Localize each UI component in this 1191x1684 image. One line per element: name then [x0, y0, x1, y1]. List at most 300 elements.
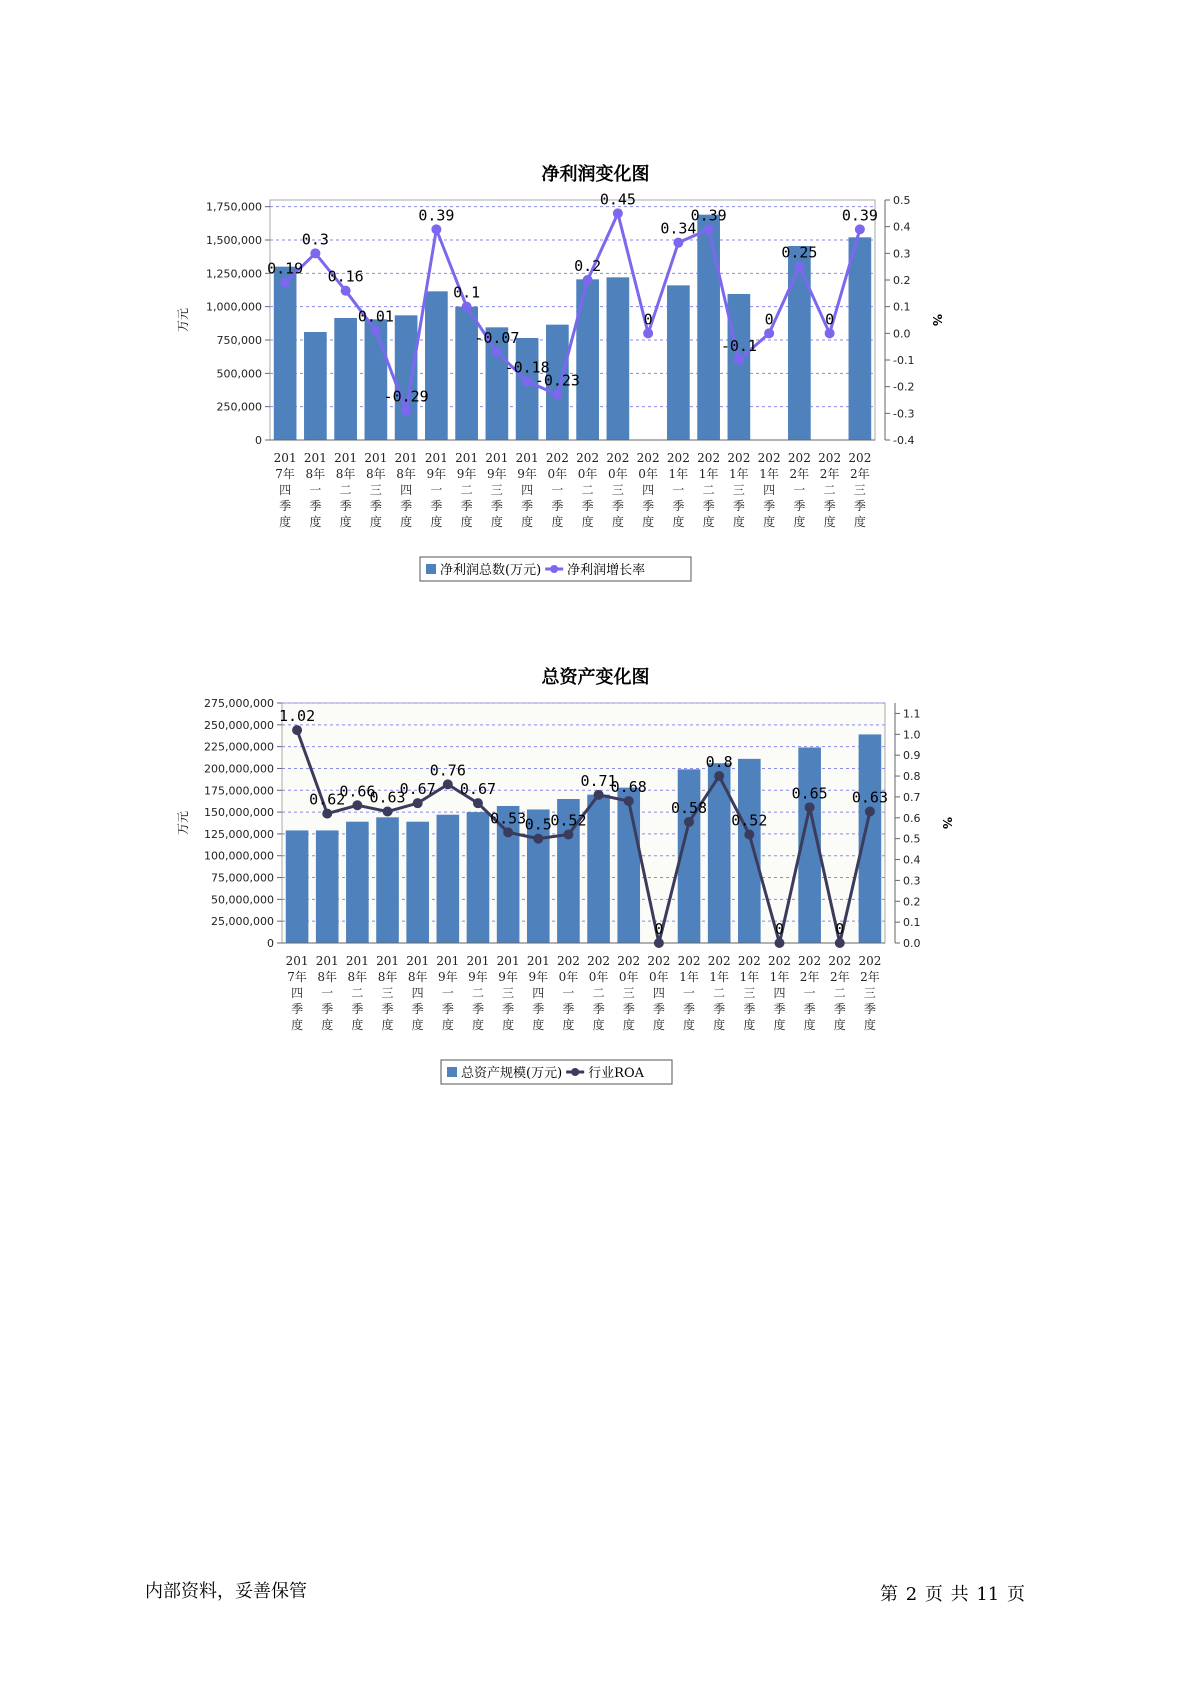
- legend: [441, 1060, 672, 1084]
- x-tick-label-line: 202: [556, 954, 580, 968]
- x-tick-label-line: 9年: [517, 467, 537, 481]
- line-point: [734, 355, 744, 365]
- y2-tick-label: 0.0: [893, 327, 911, 341]
- x-tick-label-line: 季: [441, 1002, 454, 1016]
- y2-tick-label: 0.5: [893, 194, 911, 207]
- x-tick-label-line: 季: [743, 1002, 756, 1016]
- bar: [455, 307, 478, 440]
- x-tick-label-line: 季: [309, 499, 322, 513]
- line-point: [310, 248, 320, 258]
- x-tick-label-line: 度: [460, 515, 473, 529]
- y-tick-label: 1,250,000: [206, 267, 262, 281]
- x-tick-label-line: 9年: [487, 467, 507, 481]
- x-tick-label-line: 2年: [829, 970, 850, 984]
- line-point: [352, 800, 362, 810]
- data-label: 0: [643, 310, 653, 329]
- y-axis-title: 万元: [176, 307, 190, 333]
- x-tick-label-line: 0年: [638, 467, 658, 481]
- x-tick-label-line: 202: [666, 451, 690, 465]
- x-tick-label-line: 三: [743, 986, 756, 1000]
- x-tick-label-line: 202: [707, 954, 731, 968]
- x-tick-label-line: 201: [334, 451, 358, 465]
- x-tick-label-line: 季: [411, 1002, 424, 1016]
- x-tick-label-line: 0年: [558, 970, 579, 984]
- y-axis-title: 万元: [176, 810, 190, 836]
- x-tick-label-line: 2年: [799, 970, 820, 984]
- data-label: -0.1: [720, 337, 757, 355]
- line-point: [624, 796, 634, 806]
- x-tick-label-line: 度: [532, 1018, 545, 1032]
- line-point: [794, 262, 804, 272]
- data-label: 0.67: [459, 780, 497, 799]
- x-tick-label-line: 四: [291, 986, 304, 1000]
- y2-tick-label: 0.3: [903, 874, 921, 888]
- y-tick-label: 150,000,000: [204, 806, 274, 820]
- y2-tick-label: -0.1: [893, 354, 915, 367]
- x-tick-label: [425, 451, 448, 529]
- x-tick-label-line: 度: [471, 1018, 484, 1032]
- x-tick-label-line: 202: [647, 954, 671, 968]
- x-tick-label-line: 2年: [789, 467, 810, 481]
- x-tick-label-line: 二: [339, 483, 352, 497]
- data-label: 0.34: [660, 219, 697, 238]
- line-point: [714, 771, 724, 781]
- x-tick-label-line: 202: [787, 451, 811, 465]
- x-tick-label-line: 四: [773, 986, 786, 1000]
- x-tick-label-line: 季: [400, 499, 413, 513]
- x-tick-label-line: 度: [743, 1018, 756, 1032]
- y-tick-label: 1,000,000: [206, 300, 262, 314]
- x-tick-label-line: 度: [642, 515, 655, 529]
- x-tick-label-line: 度: [853, 515, 866, 529]
- x-tick-label-line: 201: [273, 451, 297, 465]
- x-tick-label-line: 季: [622, 1002, 635, 1016]
- x-tick-label-line: 7年: [275, 467, 295, 481]
- y-tick-label: 25,000,000: [211, 915, 274, 929]
- data-label: 0.67: [399, 780, 436, 799]
- footer-page-number: 第 2 页 共 11 页: [880, 1584, 1025, 1605]
- data-label: 0.63: [851, 788, 888, 807]
- x-tick-label-line: 季: [611, 499, 624, 513]
- bar: [859, 734, 882, 943]
- x-tick-label-line: 四: [652, 986, 665, 1000]
- x-tick-label-line: 9年: [528, 970, 549, 984]
- x-tick-label-line: 202: [737, 954, 761, 968]
- data-label: 0.3: [301, 230, 329, 249]
- x-tick-label-line: 季: [291, 1002, 304, 1016]
- x-tick-label-line: 9年: [498, 970, 518, 984]
- x-tick-label: [617, 954, 640, 1032]
- x-tick-label: [346, 954, 369, 1032]
- x-tick-label-line: 201: [364, 451, 388, 465]
- y2-tick-label: 0.2: [903, 895, 921, 909]
- x-tick-label-line: 0年: [577, 467, 598, 481]
- x-tick-label-line: 202: [768, 954, 791, 968]
- x-tick-label-line: 季: [732, 499, 745, 513]
- legend-bar-swatch: [447, 1067, 457, 1077]
- x-tick-label-line: 202: [727, 451, 751, 465]
- x-tick-label-line: 一: [803, 986, 816, 1000]
- x-tick-label-line: 1年: [668, 467, 689, 481]
- x-tick-label-line: 季: [592, 1002, 605, 1016]
- x-tick-label-line: 1年: [729, 467, 749, 481]
- line-point: [533, 834, 543, 844]
- x-tick-label-line: 202: [636, 451, 660, 465]
- chart-title: 净利润变化图: [541, 164, 650, 185]
- x-tick-label-line: 季: [773, 1002, 786, 1016]
- x-tick-label-line: 201: [406, 954, 430, 968]
- data-label: 0.39: [418, 206, 455, 225]
- x-tick-label-line: 度: [279, 515, 292, 529]
- line-point: [292, 725, 302, 735]
- data-label: 0.62: [309, 790, 346, 809]
- bar: [576, 279, 599, 440]
- x-tick-label-line: 0年: [649, 970, 669, 984]
- y2-tick-label: 0.0: [903, 937, 921, 950]
- x-tick-label-line: 8年: [335, 467, 356, 481]
- x-tick-label-line: 度: [683, 1018, 696, 1032]
- x-tick-label-line: 季: [853, 499, 866, 513]
- line-point: [341, 286, 351, 296]
- x-tick-label-line: 度: [502, 1018, 515, 1032]
- x-tick-label: [274, 451, 297, 529]
- x-tick-label: [316, 954, 339, 1032]
- line-point: [280, 278, 290, 288]
- bar: [728, 294, 751, 440]
- data-label: 1.02: [279, 707, 316, 726]
- data-label: 0.25: [781, 243, 818, 262]
- x-tick-label: [697, 451, 720, 529]
- x-tick-label-line: 一: [793, 483, 806, 497]
- line-point: [473, 798, 483, 808]
- y2-tick-label: 0.3: [893, 247, 911, 261]
- x-tick-label: [286, 954, 309, 1032]
- bar: [346, 822, 369, 943]
- data-label: 0.52: [731, 811, 768, 830]
- x-tick-label-line: 202: [606, 451, 630, 465]
- x-tick-label-line: 季: [803, 1002, 816, 1016]
- legend: [420, 557, 691, 581]
- x-tick-label-line: 202: [617, 954, 641, 968]
- x-tick-label-line: 四: [400, 483, 413, 497]
- x-tick-label-line: 202: [757, 451, 781, 465]
- x-tick-label-line: 三: [490, 483, 503, 497]
- x-tick-label-line: 一: [551, 483, 564, 497]
- line-point: [583, 275, 593, 285]
- line-point: [613, 208, 623, 218]
- x-tick-label-line: 201: [496, 954, 520, 968]
- x-tick-label-line: 度: [411, 1018, 424, 1032]
- x-tick-label-line: 一: [562, 986, 575, 1000]
- x-tick-label-line: 度: [672, 515, 685, 529]
- data-label: 0.52: [550, 811, 587, 830]
- x-tick-label: [395, 451, 418, 529]
- x-tick-label-line: 度: [793, 515, 806, 529]
- x-tick-label-line: 202: [697, 451, 721, 465]
- x-tick-label: [637, 451, 660, 529]
- data-label: 0.71: [580, 771, 617, 790]
- x-tick-label-line: 季: [833, 1002, 846, 1016]
- y-tick-label: 250,000: [216, 400, 262, 414]
- y-tick-label: 225,000,000: [204, 740, 274, 754]
- line-point: [704, 224, 714, 234]
- x-tick-label-line: 三: [863, 986, 876, 1000]
- x-tick-label-line: 二: [460, 483, 473, 497]
- x-tick-label-line: 季: [551, 499, 564, 513]
- x-tick-label-line: 度: [863, 1018, 876, 1032]
- x-tick-label: [576, 451, 599, 529]
- data-label: 0: [764, 310, 774, 329]
- x-tick-label: [818, 451, 841, 529]
- x-tick-label-line: 季: [532, 1002, 545, 1016]
- x-tick-label-line: 四: [532, 986, 545, 1000]
- x-tick-label: [858, 954, 881, 1032]
- line-point: [594, 790, 604, 800]
- line-point: [744, 829, 754, 839]
- y2-tick-label: 0.1: [903, 916, 921, 930]
- x-tick-label-line: 季: [279, 499, 292, 513]
- x-tick-label-line: 8年: [305, 467, 326, 481]
- line-point: [322, 809, 332, 819]
- x-tick-label-line: 季: [683, 1002, 696, 1016]
- y2-tick-label: 0.4: [903, 853, 921, 867]
- x-tick-label-line: 三: [853, 483, 866, 497]
- data-label: 0: [835, 920, 845, 938]
- x-tick-label-line: 2年: [819, 467, 840, 481]
- x-tick-label-line: 202: [798, 954, 822, 968]
- data-label: 0.1: [453, 283, 481, 302]
- bar: [738, 759, 761, 943]
- x-tick-label-line: 二: [702, 483, 715, 497]
- data-label: 0.39: [690, 206, 727, 225]
- y-tick-label: 200,000,000: [204, 762, 274, 776]
- x-tick-label-line: 季: [351, 1002, 364, 1016]
- x-tick-label-line: 201: [376, 954, 399, 968]
- x-tick-label-line: 季: [521, 499, 534, 513]
- legend-line-label: 净利润增长率: [567, 563, 646, 578]
- x-tick-label-line: 9年: [426, 467, 447, 481]
- x-tick-label-line: 201: [436, 954, 460, 968]
- bar: [437, 815, 460, 943]
- x-tick-label-line: 201: [515, 451, 539, 465]
- x-tick-label: [334, 451, 357, 529]
- line-point: [413, 798, 423, 808]
- x-tick-label: [436, 954, 459, 1032]
- line-point: [643, 328, 653, 338]
- y2-tick-label: -0.2: [893, 380, 915, 394]
- x-tick-label-line: 202: [545, 451, 569, 465]
- x-tick-label-line: 8年: [347, 970, 368, 984]
- data-label: 0.45: [599, 190, 636, 209]
- x-tick-label-line: 度: [592, 1018, 605, 1032]
- x-tick-label-line: 二: [581, 483, 594, 497]
- x-tick-label: [485, 451, 508, 529]
- x-tick-label: [848, 451, 871, 529]
- y-tick-label: 0: [255, 434, 262, 447]
- x-tick-label-line: 1年: [679, 970, 699, 984]
- x-tick-label-line: 0年: [547, 467, 568, 481]
- bar: [788, 246, 811, 440]
- line-point: [805, 802, 815, 812]
- x-tick-label-line: 202: [848, 451, 872, 465]
- x-tick-label: [467, 954, 490, 1032]
- y-tick-label: 750,000: [216, 334, 262, 347]
- x-tick-label-line: 1年: [759, 467, 779, 481]
- x-tick-label: [798, 954, 821, 1032]
- x-tick-label-line: 度: [763, 515, 776, 529]
- line-point: [654, 938, 664, 948]
- bar: [425, 291, 448, 440]
- x-tick-label: [376, 954, 399, 1032]
- x-tick-label-line: 9年: [468, 970, 488, 984]
- x-tick-label: [647, 954, 670, 1032]
- y-tick-label: 175,000,000: [204, 784, 274, 798]
- x-tick-label-line: 度: [309, 515, 322, 529]
- x-tick-label: [758, 451, 781, 529]
- bar: [365, 319, 388, 440]
- bar: [376, 817, 399, 943]
- total-assets-chart-svg: [0, 693, 1191, 1123]
- x-tick-label-line: 季: [502, 1002, 515, 1016]
- x-tick-label-line: 度: [823, 515, 836, 529]
- x-tick-label-line: 季: [672, 499, 685, 513]
- line-point: [503, 827, 513, 837]
- x-tick-label: [678, 954, 701, 1032]
- data-label: 0.63: [369, 788, 406, 807]
- x-tick-label-line: 度: [339, 515, 352, 529]
- data-label: 0: [654, 920, 664, 938]
- y-tick-label: 1,500,000: [206, 234, 262, 247]
- data-label: 0.68: [610, 778, 647, 797]
- x-tick-label-line: 度: [321, 1018, 334, 1032]
- x-tick-label-line: 度: [773, 1018, 786, 1032]
- y2-tick-label: 0.9: [903, 749, 921, 763]
- bar: [334, 318, 357, 440]
- x-tick-label-line: 季: [763, 499, 776, 513]
- x-tick-label-line: 201: [303, 451, 327, 465]
- y2-tick-label: -0.3: [893, 407, 915, 421]
- x-tick-label-line: 季: [339, 499, 352, 513]
- line-point: [684, 817, 694, 827]
- x-tick-label-line: 四: [279, 483, 292, 497]
- bar: [304, 332, 327, 440]
- total-assets-chart: [0, 663, 1191, 1123]
- x-tick-label-line: 1年: [709, 970, 729, 984]
- x-tick-label-line: 三: [732, 483, 745, 497]
- y-tick-label: 125,000,000: [204, 827, 274, 841]
- x-tick-label-line: 季: [490, 499, 503, 513]
- x-tick-label: [527, 954, 550, 1032]
- x-tick-label: [606, 451, 629, 529]
- legend-bar-swatch: [426, 564, 436, 574]
- x-tick-label: [304, 451, 327, 529]
- x-tick-label-line: 9年: [438, 970, 458, 984]
- line-point: [371, 326, 381, 336]
- x-tick-label-line: 8年: [317, 970, 338, 984]
- y2-tick-label: 0.4: [893, 220, 911, 234]
- y2-axis-title: %: [940, 816, 954, 830]
- y2-tick-label: 0.1: [893, 300, 911, 314]
- x-tick-label-line: 202: [677, 954, 701, 968]
- x-tick-label-line: 度: [562, 1018, 575, 1032]
- x-tick-label: [587, 954, 610, 1032]
- x-tick-label-line: 度: [381, 1018, 394, 1032]
- y-tick-label: 50,000,000: [211, 893, 274, 907]
- y2-tick-label: 0.6: [903, 811, 921, 825]
- bar: [849, 237, 872, 440]
- x-tick-label-line: 201: [466, 954, 490, 968]
- x-tick-label-line: 季: [642, 499, 655, 513]
- x-tick-label-line: 9年: [456, 467, 477, 481]
- data-label: 0.19: [267, 259, 304, 278]
- x-tick-label-line: 度: [430, 515, 443, 529]
- x-tick-label-line: 202: [828, 954, 852, 968]
- x-tick-label-line: 三: [369, 483, 382, 497]
- x-tick-label-line: 季: [562, 1002, 575, 1016]
- x-tick-label-line: 度: [441, 1018, 454, 1032]
- line-point: [774, 938, 784, 948]
- bar: [617, 788, 640, 943]
- chart-title: 总资产变化图: [541, 667, 650, 688]
- data-label: 0.8: [705, 753, 733, 772]
- legend-bar-label: 净利润总数(万元): [440, 563, 542, 578]
- x-tick-label-line: 季: [581, 499, 594, 513]
- bar: [316, 830, 339, 943]
- x-tick-label: [768, 954, 791, 1032]
- x-tick-label: [557, 954, 580, 1032]
- x-tick-label-line: 度: [521, 515, 534, 529]
- x-tick-label: [788, 451, 811, 529]
- data-label: -0.29: [383, 387, 429, 406]
- x-tick-label-line: 季: [793, 499, 806, 513]
- data-label: -0.18: [504, 358, 550, 377]
- x-tick-label-line: 度: [490, 515, 503, 529]
- x-tick-label: [406, 954, 429, 1032]
- x-tick-label-line: 度: [291, 1018, 304, 1032]
- y2-axis-title: %: [930, 313, 944, 327]
- y-tick-label: 275,000,000: [204, 697, 274, 710]
- legend-line-label: 行业ROA: [588, 1066, 644, 1081]
- x-tick-label-line: 一: [683, 986, 696, 1000]
- x-tick-label-line: 1年: [769, 970, 790, 984]
- x-tick-label: [708, 954, 731, 1032]
- x-tick-label-line: 二: [833, 986, 846, 1000]
- bar: [274, 267, 297, 440]
- x-tick-label-line: 二: [471, 986, 484, 1000]
- data-label: 0.01: [357, 307, 394, 326]
- x-tick-label: [828, 954, 851, 1032]
- x-tick-label-line: 二: [713, 986, 726, 1000]
- line-point: [462, 302, 472, 312]
- legend-bar-label: 总资产规模(万元): [461, 1066, 563, 1081]
- bar: [667, 285, 690, 440]
- bar: [587, 795, 610, 943]
- y-tick-label: 75,000,000: [211, 871, 274, 885]
- footer-confidential-note: 内部资料，妥善保管: [145, 1581, 307, 1602]
- x-tick-label-line: 度: [702, 515, 715, 529]
- net-profit-chart: [0, 160, 1191, 620]
- x-tick-label: [667, 451, 690, 529]
- y2-tick-label: 0.7: [903, 790, 921, 804]
- x-tick-label-line: 季: [369, 499, 382, 513]
- data-label: 0: [774, 920, 784, 938]
- data-label: 0.76: [429, 761, 466, 780]
- x-tick-label-line: 度: [351, 1018, 364, 1032]
- x-tick-label-line: 三: [502, 986, 515, 1000]
- line-point: [552, 390, 562, 400]
- x-tick-label: [546, 451, 569, 529]
- x-tick-label-line: 一: [321, 986, 334, 1000]
